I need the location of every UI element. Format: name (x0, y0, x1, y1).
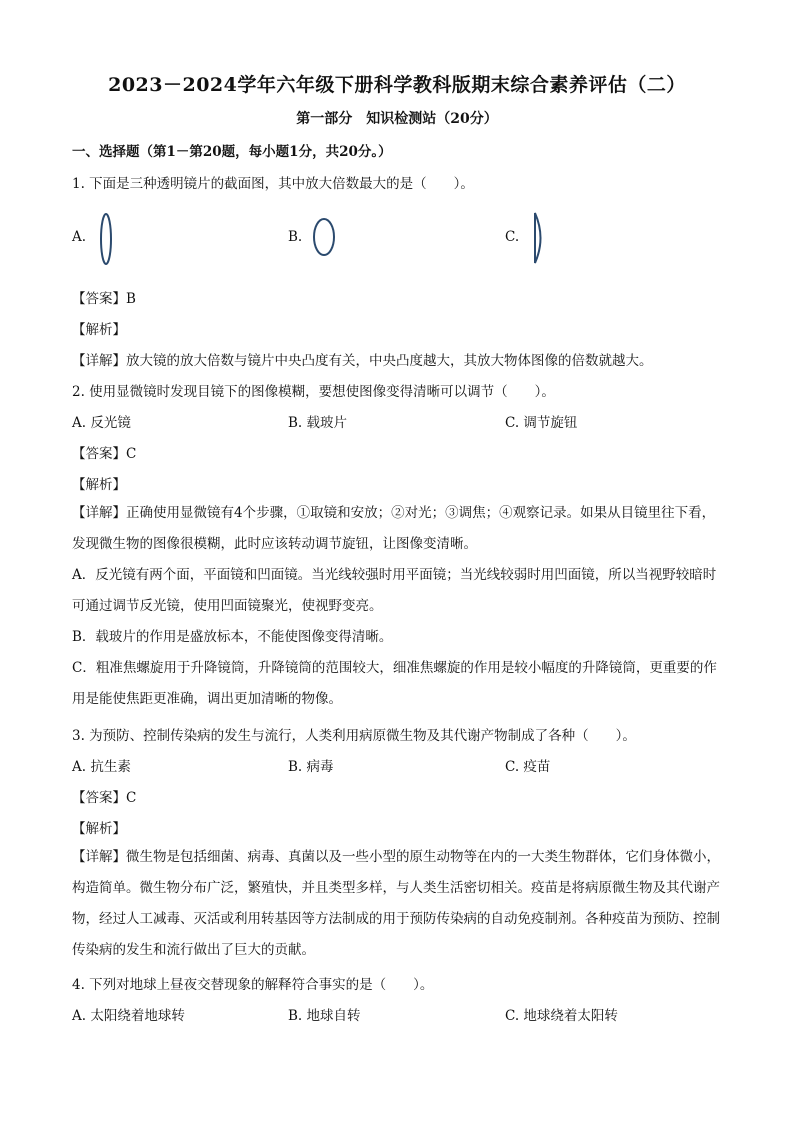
q3-answer: 【答案】C (72, 790, 137, 806)
q1-detail: 【详解】放大镜的放大倍数与镜片中央凸度有关，中央凸度越大，其放大物体图像的倍数就越大。 (72, 353, 653, 369)
lens-c-icon (530, 210, 550, 266)
page-title: 2023－2024学年六年级下册科学教科版期末综合素养评估（二） (108, 74, 686, 96)
lens-b-icon (311, 215, 337, 259)
q2-explain-a: A．反光镜有两个面，平面镜和凹面镜。当光线较强时用平面镜；当光线较弱时用凹面镜，所以当视野较暗时可通过调节反光镜，使用凹面镜聚光，使视野变亮。 (72, 567, 717, 614)
q2-option-c: C. 调节旋钮 (505, 415, 578, 431)
q1-option-a-label: A. (72, 229, 87, 245)
q2-explain-c: C．粗准焦螺旋用于升降镜筒，升降镜筒的范围较大，细准焦螺旋的作用是较小幅度的升降镜筒，更重要的作用是能使焦距更准确，调出更加清晰的物像。 (72, 660, 717, 707)
q2-explain-b: B．载玻片的作用是盛放标本，不能使图像变得清晰。 (72, 629, 393, 645)
page-subtitle: 第一部分 知识检测站（20分） (296, 111, 498, 127)
q3-option-c: C. 疫苗 (505, 759, 551, 775)
q3-option-a: A. 抗生素 (72, 759, 131, 775)
q4-option-c: C. 地球绕着太阳转 (505, 1008, 618, 1024)
q3-stem: 3. 为预防、控制传染病的发生与流行，人类利用病原微生物及其代谢产物制成了各种（ ）。 (72, 728, 636, 744)
q4-option-a: A. 太阳绕着地球转 (72, 1008, 185, 1024)
q1-option-b-label: B. (288, 229, 303, 245)
q2-detail: 【详解】正确使用显微镜有4个步骤，①取镜和安放；②对光；③调焦；④观察记录。如果从目镜里往下看，发现微生物的图像很模糊，此时应该转动调节旋钮，让图像变清晰。 (72, 505, 716, 552)
lens-a-icon (96, 212, 116, 266)
q1-option-c-label: C. (505, 229, 520, 245)
q2-answer: 【答案】C (72, 446, 137, 462)
q1-stem: 1. 下面是三种透明镜片的截面图，其中放大倍数最大的是（ ）。 (72, 176, 474, 192)
section-heading: 一、选择题（第1－第20题，每小题1分，共20分。） (72, 144, 392, 160)
q4-stem: 4. 下列对地球上昼夜交替现象的解释符合事实的是（ ）。 (72, 977, 434, 993)
q4-option-b: B. 地球自转 (288, 1008, 361, 1024)
q2-stem: 2. 使用显微镜时发现目镜下的图像模糊，要想使图像变得清晰可以调节（ ）。 (72, 384, 555, 400)
q3-analysis: 【解析】 (72, 821, 126, 837)
q2-analysis: 【解析】 (72, 477, 126, 493)
q2-option-b: B. 载玻片 (288, 415, 348, 431)
q2-option-a: A. 反光镜 (72, 415, 131, 431)
q1-answer: 【答案】B (72, 291, 136, 307)
q1-analysis: 【解析】 (72, 322, 126, 338)
q3-option-b: B. 病毒 (288, 759, 334, 775)
q3-detail: 【详解】微生物是包括细菌、病毒、真菌以及一些小型的原生动物等在内的一大类生物群体，它们身体微小，构造简单。微生物分布广泛，繁殖快，并且类型多样，与人类生活密切相关。疫苗是将病原微生物及其代谢产物，经过人工减毒、灭活或利用转基因等方法制成的用于预防传染病的自动免疫制剂。各种疫苗为预防、控制传染病的发生和流行做出了巨大的贡献。 (72, 849, 720, 958)
